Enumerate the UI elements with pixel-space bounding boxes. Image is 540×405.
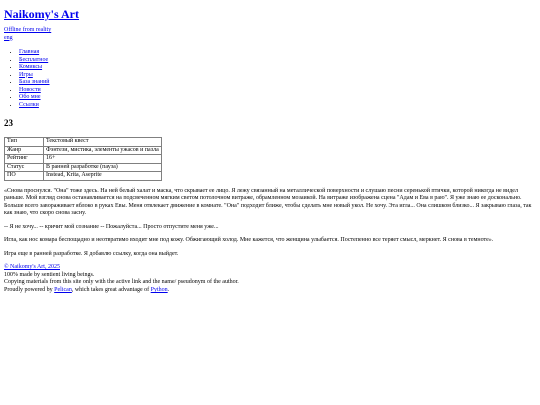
table-row xyxy=(5,138,162,147)
nav-item-links xyxy=(19,102,536,110)
table-row xyxy=(5,172,162,181)
table-row xyxy=(5,155,162,164)
footer-line-copying: Copying materials from this site only with the active link and the name/ pseudonym of the author. xyxy=(4,279,239,286)
info-value-software: Instead, Krita, Aseprite xyxy=(44,172,162,181)
nav-link-free[interactable]: Бесплатное xyxy=(19,56,49,63)
powered-by xyxy=(4,287,536,295)
info-value-rating: 16+ xyxy=(44,155,162,164)
site-header xyxy=(4,8,536,42)
nav-link-comics[interactable]: Комиксы xyxy=(19,64,43,71)
table-row xyxy=(5,163,162,172)
nav-list xyxy=(4,49,536,109)
story-paragraph: Игла, как нос комара беспощадно и неотвратимо входит мне под кожу. Обжигающий холод. Мне кажется, что женщина улыбается. Постепенно все теряет смысл, меркнет. Я снова в темноте». xyxy=(4,237,494,244)
language-link-eng[interactable]: eng xyxy=(4,34,13,41)
info-key-rating: Рейтинг xyxy=(5,155,44,164)
python-link[interactable]: Python xyxy=(150,286,168,293)
site-tagline xyxy=(4,27,536,35)
info-key-software: ПО xyxy=(5,172,44,181)
post-title: 23 xyxy=(4,118,13,129)
table-row xyxy=(5,146,162,155)
powered-by-prefix: Proudly powered by xyxy=(4,286,55,293)
nav-link-about[interactable]: Обо мне xyxy=(19,94,41,101)
nav-link-news[interactable]: Новости xyxy=(19,86,41,93)
footer-line-made-by: 100% made by sentient living beings. xyxy=(4,271,95,278)
pelican-link[interactable]: Pelican xyxy=(54,286,72,293)
copyright xyxy=(4,264,536,272)
info-value-genre: Фэнтези, мистика, элементы ужасов и пазла xyxy=(44,146,162,155)
story-paragraph: -- Я не хочу... -- кричит мой сознание -- Пожалуйста... Просто отпустите меня уже... xyxy=(4,223,219,230)
game-info-table xyxy=(4,137,162,181)
powered-by-middle: , which takes great advantage of xyxy=(71,286,151,293)
story-text xyxy=(4,188,536,259)
copyright-link[interactable]: © Naikomy's Art, 2025 xyxy=(4,264,60,271)
info-key-type: Тип xyxy=(5,138,44,147)
site-footer xyxy=(4,264,536,294)
nav-item-comics xyxy=(19,64,536,72)
site-title-link[interactable]: Naikomy's Art xyxy=(4,7,79,21)
nav-link-knowledge-base[interactable]: База знаний xyxy=(19,79,50,86)
nav-item-news xyxy=(19,87,536,95)
info-value-type: Текстовый квест xyxy=(44,138,162,147)
nav-item-games xyxy=(19,72,536,80)
status-note: Игра еще в ранней разработке. Я добавлю ссылку, когда она выйдет. xyxy=(4,250,179,257)
language-switch xyxy=(4,35,536,43)
post xyxy=(4,118,536,258)
info-key-status: Статус xyxy=(5,163,44,172)
nav-item-knowledge-base xyxy=(19,79,536,87)
main-nav xyxy=(4,49,536,109)
story-paragraph: «Снова проснулся. "Она" тоже здесь. На ней белый халат и маска, что скрывает ее лицо. Я лежу связанный на металлической поверхности и слушаю песни серенькой птички, которой никогда не видел раньше. Мой взгляд снова останавливается на подсвеченном мягким светом потолочном витраже, обрамленном мозаикой. На витраже изображена сцена "Адам и Ева в раю". Я уже знаю ее досконально. Больше всего завораживает яблоко в руках Евы. Меня отвлекает движение в комнате. "Она" подходит ближе, чтобы сделать мне новый укол. Не хочу. Эта игла... Она слишком близко... Я закрываю глаза, так как знаю, что скоро снова засну. xyxy=(4,187,532,217)
site-tagline-link[interactable]: Offline from reality xyxy=(4,27,52,34)
powered-by-suffix: . xyxy=(167,286,170,293)
nav-link-links[interactable]: Ссылки xyxy=(19,101,39,108)
info-value-status: В ранней разработке (пауза) xyxy=(44,163,162,172)
site-title xyxy=(4,8,536,21)
nav-item-about xyxy=(19,94,536,102)
nav-link-home[interactable]: Главная xyxy=(19,49,40,56)
nav-item-home xyxy=(19,49,536,57)
nav-link-games[interactable]: Игры xyxy=(19,71,33,78)
nav-item-free xyxy=(19,57,536,65)
info-key-genre: Жанр xyxy=(5,146,44,155)
